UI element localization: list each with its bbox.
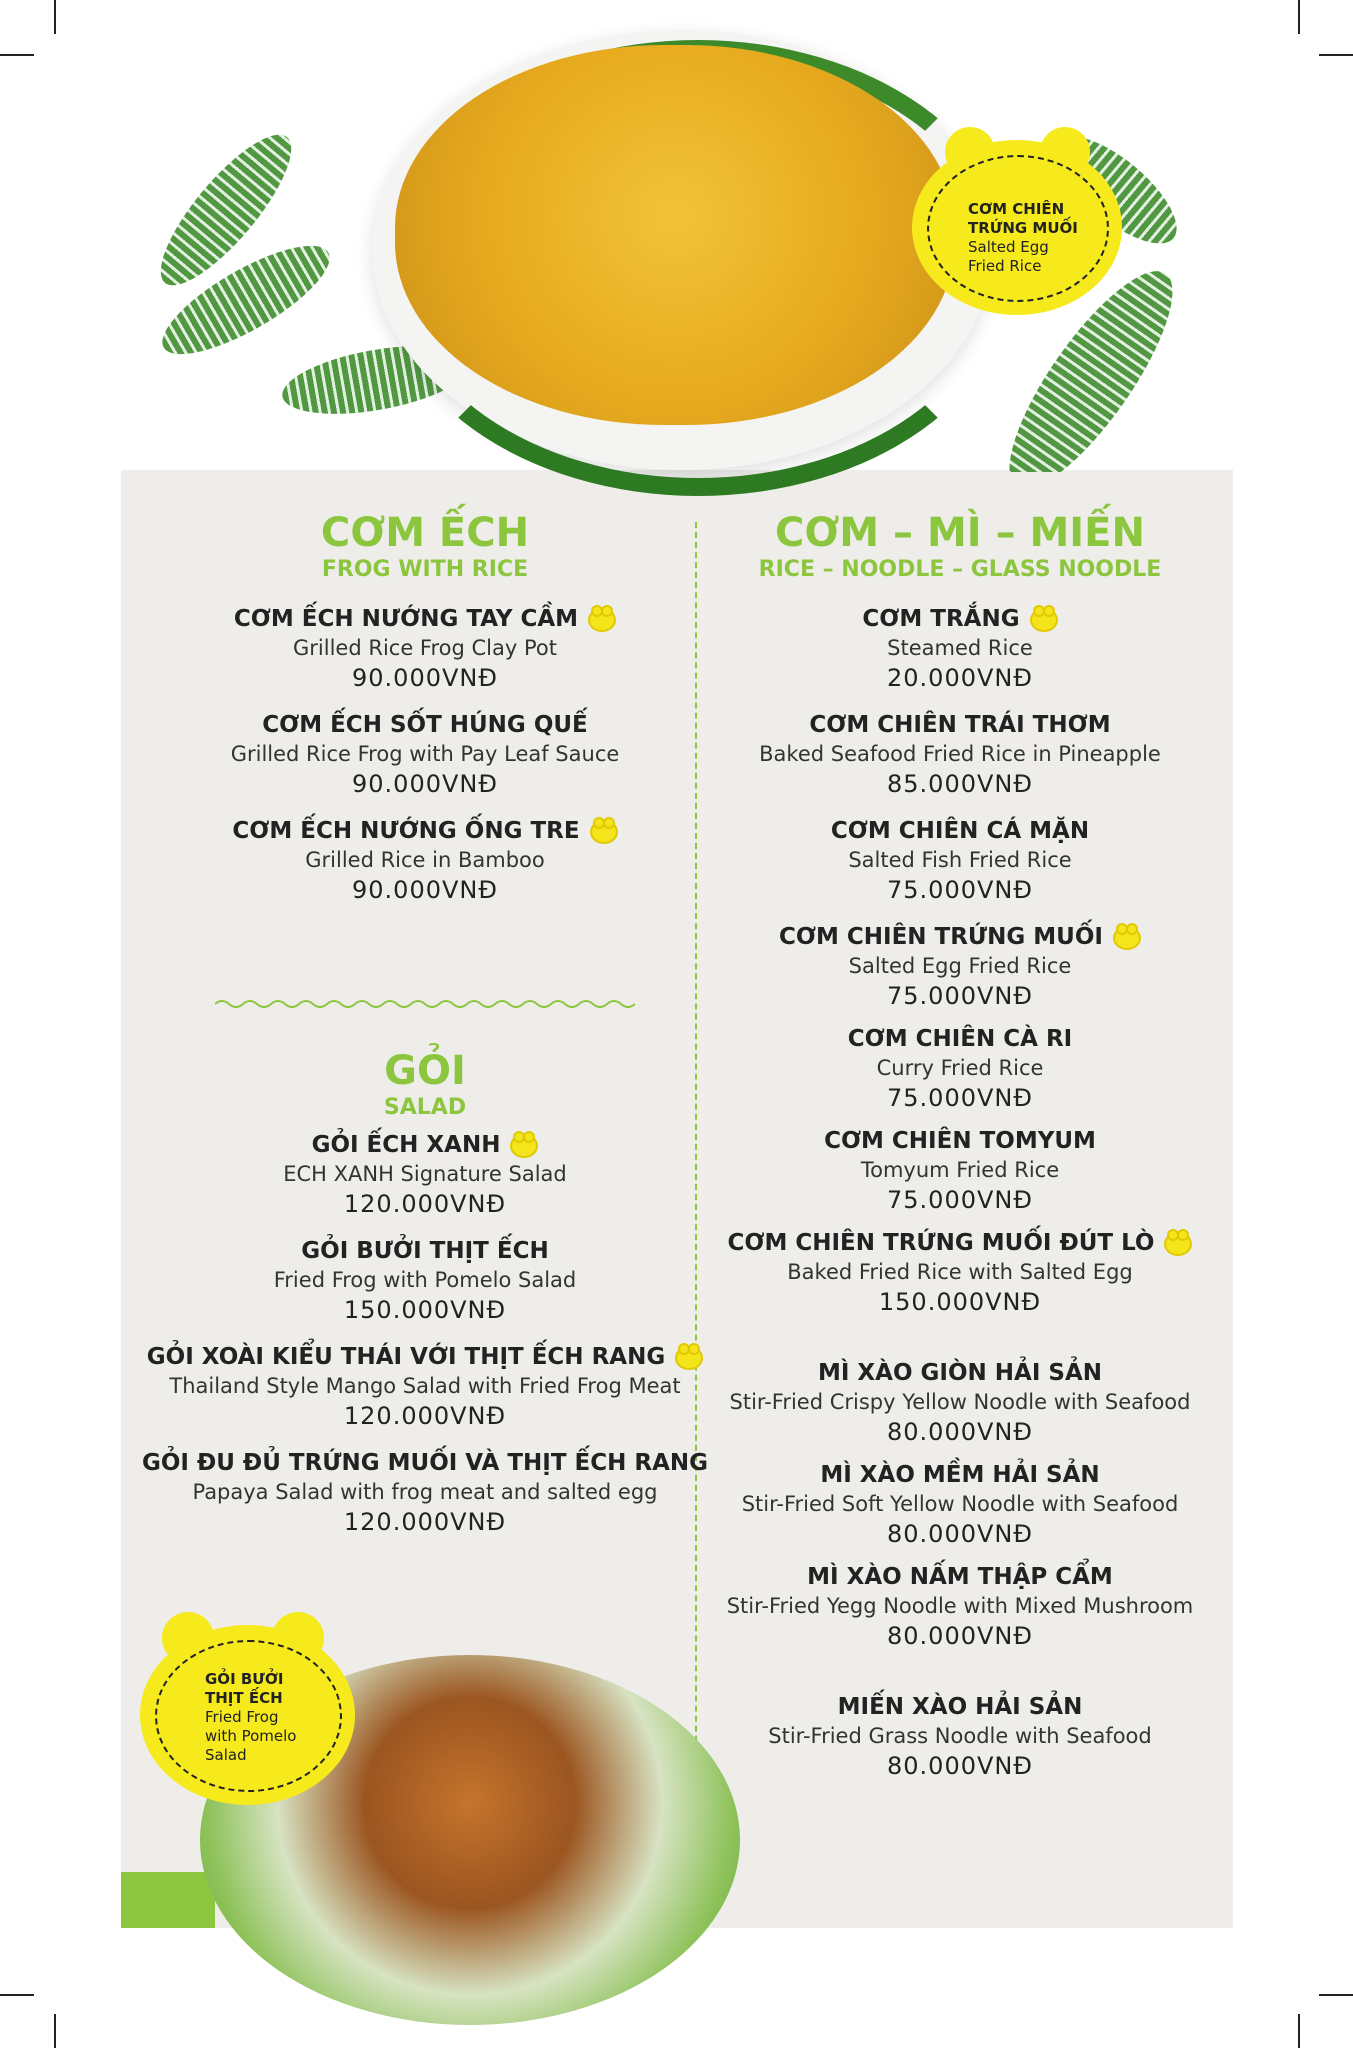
section-subtitle: SALAD <box>383 1095 467 1120</box>
menu-item <box>705 1562 1215 1652</box>
frog-icon <box>1113 926 1141 950</box>
menu-item <box>705 1460 1215 1550</box>
item-price: 90.000VNĐ <box>352 664 498 692</box>
item-price: 120.000VNĐ <box>343 1508 507 1536</box>
frog-icon <box>590 820 618 844</box>
item-price: 120.000VNĐ <box>343 1190 507 1218</box>
item-price: 75.000VNĐ <box>887 876 1033 904</box>
item-desc: Grilled Rice Frog with Pay Leaf Sauce <box>230 742 620 766</box>
item-name: GỎI ĐU ĐỦ TRỨNG MUỐI VÀ THỊT ẾCH RANG <box>141 1450 709 1476</box>
bubble-name-vi: CƠM CHIÊN <box>968 200 1065 218</box>
menu-item <box>135 1236 715 1326</box>
item-desc: Salted Fish Fried Rice <box>848 848 1072 872</box>
menu-item <box>160 604 690 694</box>
item-desc: Stir-Fried Grass Noodle with Seafood <box>768 1724 1152 1748</box>
item-name: CƠM CHIÊN CÀ RI <box>847 1026 1073 1052</box>
item-desc: Papaya Salad with frog meat and salted egg <box>192 1480 658 1504</box>
item-name: GỎI BƯỞI THỊT ẾCH <box>301 1238 549 1264</box>
item-name: CƠM ẾCH NƯỚNG ỐNG TRE <box>232 818 580 844</box>
section-com-ech <box>160 510 690 922</box>
item-price: 150.000VNĐ <box>878 1288 1042 1316</box>
item-price: 85.000VNĐ <box>887 770 1033 798</box>
crop-mark <box>0 1994 34 1996</box>
crop-mark <box>1319 54 1353 56</box>
section-title: CƠM – MÌ – MIẾN <box>775 510 1145 556</box>
item-desc: Fried Frog with Pomelo Salad <box>273 1268 577 1292</box>
crop-mark <box>0 54 34 56</box>
item-name: CƠM CHIÊN TRỨNG MUỐI <box>779 924 1103 950</box>
wavy-divider <box>215 998 635 1010</box>
frog-icon <box>588 608 616 632</box>
item-desc: Tomyum Fried Rice <box>860 1158 1060 1182</box>
menu-item <box>135 1448 715 1538</box>
menu-item <box>705 604 1215 694</box>
section-subtitle: RICE – NOODLE – GLASS NOODLE <box>758 557 1162 582</box>
item-price: 75.000VNĐ <box>887 1186 1033 1214</box>
item-desc: Baked Fried Rice with Salted Egg <box>787 1260 1133 1284</box>
item-desc: Steamed Rice <box>887 636 1033 660</box>
menu-item <box>160 710 690 800</box>
menu-item <box>135 1342 715 1432</box>
menu-item <box>705 1692 1215 1782</box>
item-price: 80.000VNĐ <box>887 1622 1033 1650</box>
crop-mark <box>1298 0 1300 34</box>
frog-icon <box>1164 1232 1192 1256</box>
item-desc: Stir-Fried Soft Yellow Noodle with Seafood <box>741 1492 1179 1516</box>
menu-item <box>135 1130 715 1220</box>
section-subtitle: FROG WITH RICE <box>321 557 529 582</box>
item-name: GỎI ẾCH XANH <box>311 1132 501 1158</box>
item-desc: Grilled Rice in Bamboo <box>305 848 545 872</box>
section-title: GỎI <box>384 1048 466 1094</box>
crop-mark <box>54 2014 56 2048</box>
item-price: 80.000VNĐ <box>887 1520 1033 1548</box>
item-desc: Thailand Style Mango Salad with Fried Frog Meat <box>169 1374 681 1398</box>
crop-mark <box>54 0 56 34</box>
item-name: CƠM CHIÊN TRỨNG MUỐI ĐÚT LÒ <box>727 1230 1155 1256</box>
item-desc: Salted Egg Fried Rice <box>848 954 1072 978</box>
item-price: 90.000VNĐ <box>352 770 498 798</box>
item-price: 90.000VNĐ <box>352 876 498 904</box>
bubble-name-vi: GỎI BƯỞI <box>205 1670 284 1688</box>
item-name: CƠM CHIÊN TRÁI THƠM <box>809 712 1111 738</box>
item-price: 80.000VNĐ <box>887 1752 1033 1780</box>
item-desc: Grilled Rice Frog Clay Pot <box>293 636 557 660</box>
bubble-bottom-text <box>205 1670 296 1765</box>
crop-mark <box>1319 1994 1353 1996</box>
item-desc: Baked Seafood Fried Rice in Pineapple <box>759 742 1161 766</box>
menu-item <box>705 922 1215 1012</box>
item-price: 80.000VNĐ <box>887 1418 1033 1446</box>
item-price: 20.000VNĐ <box>887 664 1033 692</box>
frog-icon <box>510 1134 538 1158</box>
frog-icon <box>1030 608 1058 632</box>
menu-item <box>705 1024 1215 1114</box>
item-desc: ECH XANH Signature Salad <box>283 1162 567 1186</box>
item-price: 75.000VNĐ <box>887 1084 1033 1112</box>
menu-item <box>705 816 1215 906</box>
item-desc: Stir-Fried Crispy Yellow Noodle with Seafood <box>729 1390 1191 1414</box>
item-name: CƠM ẾCH NƯỚNG TAY CẦM <box>233 606 579 632</box>
item-name: CƠM ẾCH SỐT HÚNG QUẾ <box>262 712 588 738</box>
menu-item <box>705 1126 1215 1216</box>
item-desc: Stir-Fried Yegg Noodle with Mixed Mushroom <box>726 1594 1194 1618</box>
section-title: CƠM ẾCH <box>320 510 530 556</box>
bubble-name-en: with Pomelo <box>205 1727 297 1745</box>
item-name: CƠM TRẮNG <box>862 606 1020 632</box>
bubble-name-vi: THỊT ẾCH <box>205 1689 283 1707</box>
bubble-name-en: Salted Egg <box>968 238 1049 256</box>
menu-item <box>705 1228 1215 1318</box>
crop-mark <box>1298 2014 1300 2048</box>
bubble-name-en: Fried Frog <box>205 1708 279 1726</box>
item-name: CƠM CHIÊN CÁ MẶN <box>830 818 1090 844</box>
fried-rice-photo <box>395 45 955 425</box>
item-price: 75.000VNĐ <box>887 982 1033 1010</box>
bubble-name-en: Fried Rice <box>968 257 1042 275</box>
item-name: MIẾN XÀO HẢI SẢN <box>837 1694 1083 1720</box>
item-price: 120.000VNĐ <box>343 1402 507 1430</box>
item-price: 150.000VNĐ <box>343 1296 507 1324</box>
item-name: MÌ XÀO NẤM THẬP CẨM <box>807 1564 1113 1590</box>
section-com-mi-mien <box>705 510 1215 1798</box>
item-name: MÌ XÀO MỀM HẢI SẢN <box>820 1462 1100 1488</box>
menu-item <box>705 710 1215 800</box>
bubble-top-text <box>968 200 1078 276</box>
item-desc: Curry Fried Rice <box>876 1056 1044 1080</box>
section-goi <box>135 1048 715 1554</box>
bubble-name-vi: TRỨNG MUỐI <box>968 219 1078 237</box>
item-name: CƠM CHIÊN TOMYUM <box>824 1128 1096 1154</box>
item-name: GỎI XOÀI KIỂU THÁI VỚI THỊT ẾCH RANG <box>146 1344 666 1370</box>
item-name: MÌ XÀO GIÒN HẢI SẢN <box>817 1360 1103 1386</box>
frog-icon <box>675 1346 703 1370</box>
bubble-name-en: Salad <box>205 1746 247 1764</box>
menu-item <box>160 816 690 906</box>
green-accent-bar <box>121 1872 215 1928</box>
menu-item <box>705 1358 1215 1448</box>
